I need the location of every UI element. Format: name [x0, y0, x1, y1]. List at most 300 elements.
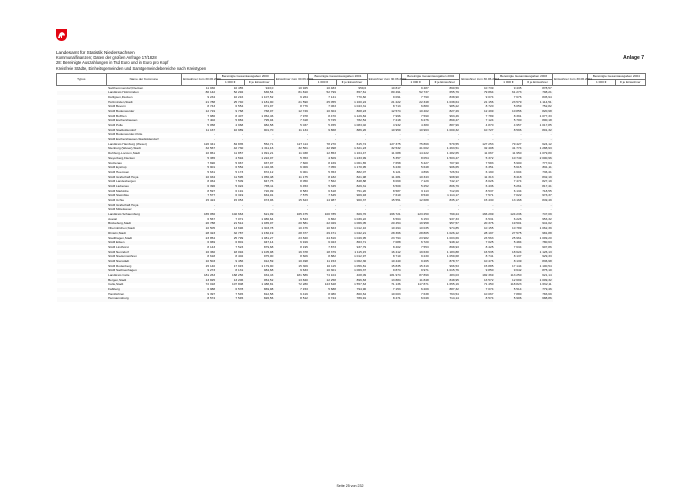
cell-value: 907,86: [542, 244, 552, 249]
cell-value: 794,90: [337, 288, 367, 293]
cell-value: 890,59: [449, 85, 459, 90]
cell-value: 28 323: [182, 231, 217, 236]
cell-value: 8 402: [392, 244, 401, 249]
cell-value: 1 081,27: [261, 235, 274, 240]
cell-value: 9 971: [402, 269, 430, 274]
cell-value: 5 353: [328, 169, 336, 174]
cell-value: 6 567: [207, 216, 216, 221]
col-header-tsd-euro: 1 000 €: [494, 80, 522, 86]
cell-value: 826,56: [244, 297, 274, 302]
cell-value: 1 233,99: [337, 156, 367, 161]
cell-value: 10 476: [460, 259, 495, 264]
cell-value: 6 988: [182, 288, 217, 293]
cell-value: 4 604: [513, 169, 522, 174]
cell-value: 11 167: [182, 128, 217, 133]
col-header-tsd-euro: 1 000 €: [216, 80, 244, 86]
cell-value: 8 606: [300, 254, 308, 259]
cell-value: 5 058: [207, 123, 216, 128]
cell-value: 1 083,02: [354, 123, 367, 128]
cell-value: 657,61: [337, 91, 367, 96]
cell-value: 6 564: [392, 216, 401, 221]
cell-value: 11 595: [216, 175, 244, 180]
cell-municipality: SGM Bevern: [108, 104, 126, 109]
cell-value: 1 009,32: [522, 278, 552, 283]
cell-value: 908,90: [430, 175, 460, 180]
cell-value: 72 018: [205, 282, 216, 287]
cell-value: 720,09: [263, 188, 274, 193]
cell-value: 887,99: [449, 123, 459, 128]
col-header-ausgaben: Bereinigte Gesamtausgaben 2001: [309, 74, 367, 80]
cell-value: 7 218: [367, 119, 402, 124]
cell-value: 7 022: [494, 194, 522, 199]
cell-value: 1 056,48: [244, 175, 274, 180]
cell-value: 785,11: [244, 184, 274, 189]
cell-value: 7 638: [420, 291, 429, 296]
cell-value: 1 126,13: [522, 250, 552, 255]
cell-value: 15 430: [483, 198, 494, 203]
cell-value: 1 263,51: [430, 147, 460, 152]
cell-value: 13 572: [460, 278, 495, 283]
cell-value: 827,29: [430, 109, 460, 114]
cell-value: 963,46: [449, 113, 459, 118]
niedersachsen-logo-icon: [56, 29, 67, 41]
cell-value: 10 155: [483, 226, 494, 231]
cell-value: 1 042,21: [337, 231, 367, 236]
cell-value: 13 840: [274, 278, 309, 283]
cell-value: 10 505: [205, 226, 216, 231]
cell-value: 10 067: [483, 291, 494, 296]
cell-value: 1 043,31: [354, 104, 367, 109]
header-line-1: Kommunalfinanzen; Daten der großen Anfrage 17/1828: [56, 55, 157, 61]
cell-value: 1 099,20: [539, 235, 552, 240]
cell-value: 5 252: [402, 184, 430, 189]
cell-value: 1 662,11: [539, 282, 552, 287]
cell-value: 5 901: [182, 166, 217, 171]
cell-value: 11 857: [233, 151, 244, 156]
col-header-ausgaben: Bereinigte Gesamtausgaben 2003: [494, 74, 552, 80]
cell-value: 23 840: [298, 235, 308, 240]
cell-value: 688,86: [522, 297, 552, 302]
cell-value: 8 776: [300, 104, 308, 109]
col-header-ausgaben: Bereinigte Gesamtausgaben 2004: [587, 74, 645, 80]
cell-municipality: SGM Niedernwöhren: [108, 254, 137, 259]
cell-municipality: Obernkirchen,Stadt: [108, 226, 135, 231]
cell-value: 8 402: [235, 254, 244, 259]
cell-value: 1 015,76: [430, 269, 460, 274]
cell-value: 9 435: [513, 85, 522, 90]
page-number: Seite 25 von 232: [336, 484, 364, 488]
cell-value: 801,32: [522, 128, 552, 133]
col-header-name: Name der Kommune: [106, 74, 182, 86]
cell-value: 5 700: [494, 119, 522, 124]
cell-value: 7 645: [309, 194, 337, 199]
cell-value: 16 412: [367, 250, 402, 255]
cell-municipality: SGM Eystrup: [106, 166, 182, 171]
cell-value: -: [242, 207, 244, 212]
cell-value: 7 545: [235, 291, 244, 296]
cell-value: 15 424: [205, 198, 216, 203]
cell-value: 4 870: [485, 123, 494, 128]
cell-value: 7 474: [513, 179, 522, 184]
cell-value: 8 182: [309, 175, 337, 180]
cell-value: -: [365, 132, 367, 137]
cell-value: 6 618: [328, 188, 336, 193]
cell-value: 5 631: [207, 169, 216, 174]
cell-value: 12 699: [494, 278, 522, 283]
cell-value: 10 003: [391, 291, 401, 296]
cell-value: 8 064: [207, 179, 216, 184]
cell-value: 4 932: [392, 123, 401, 128]
cell-value: 869,98: [244, 288, 274, 293]
cell-value: -: [522, 138, 552, 143]
col-header-euro-je-ew: € je Einwohner: [337, 80, 367, 86]
cell-value: 1 035,07: [244, 222, 274, 227]
cell-value: 12 258: [309, 278, 337, 283]
cell-value: 718,55: [542, 188, 552, 193]
cell-value: 579,55: [449, 141, 459, 146]
cell-value: 891,11: [522, 166, 552, 171]
cell-value: -: [216, 203, 244, 208]
cell-value: 6 351: [460, 166, 495, 171]
cell-value: 7 523: [235, 244, 244, 249]
cell-value: 812,58: [263, 291, 274, 296]
cell-value: 11 088: [391, 151, 401, 156]
cell-municipality: Salzhemmendorf,Flecken: [108, 85, 144, 90]
cell-value: 8 720: [485, 104, 494, 109]
cell-value: 25 799: [233, 235, 244, 240]
cell-value: 10 455: [233, 85, 244, 90]
document-header: [56, 50, 206, 71]
cell-value: 32 532: [367, 147, 402, 152]
cell-value: 107 808: [231, 282, 244, 287]
cell-value: 1 038,64: [430, 100, 460, 105]
cell-value: 1 061,65: [354, 160, 367, 165]
cell-value: 7 402: [182, 119, 217, 124]
cell-value: 827,19: [542, 179, 552, 184]
col-header-euro-je-ew: € je Einwohner: [244, 80, 274, 86]
cell-value: 878,77: [430, 259, 460, 264]
cell-value: 124 236: [494, 213, 522, 218]
cell-value: 10 216: [233, 94, 244, 99]
cell-value: 8 080: [328, 291, 336, 296]
cell-value: 1 049,95: [354, 235, 367, 240]
cell-value: 974,85: [449, 226, 459, 231]
cell-value: -: [334, 207, 336, 212]
cell-municipality: SGM Eilsen: [106, 241, 182, 246]
cell-value: 25 961: [512, 235, 522, 240]
cell-value: 6 453: [274, 184, 309, 189]
cell-value: 13 168: [512, 198, 522, 203]
cell-value: 7 577: [182, 194, 217, 199]
cell-value: -: [492, 132, 494, 137]
cell-value: 7 676: [513, 94, 522, 99]
cell-value: 982,58: [263, 123, 274, 128]
cell-value: 9 419: [300, 291, 308, 296]
cell-value: 15 835: [391, 263, 401, 268]
cell-value: 7 063: [328, 104, 336, 109]
cell-value: 887,32: [430, 288, 460, 293]
col-header-ausgaben: Bereinigte Gesamtausgaben 2002: [402, 74, 460, 80]
cell-municipality: SGM Uchte: [108, 198, 125, 203]
cell-value: 6 023: [309, 241, 337, 246]
cell-value: 1 039,22: [354, 216, 367, 221]
cell-value: 5 059: [513, 104, 522, 109]
cell-value: 1 017,85: [539, 123, 552, 128]
cell-value: 25 055: [309, 100, 337, 105]
cell-value: -: [274, 203, 309, 208]
cell-value: 829,31: [337, 184, 367, 189]
cell-value: 19 958: [402, 222, 430, 227]
cell-value: 80 142: [182, 91, 217, 96]
cell-value: 1 183,88: [430, 250, 460, 255]
cell-value: 10 959: [367, 128, 402, 133]
cell-value: 1 012,97: [354, 254, 367, 259]
cell-value: 800,18: [522, 119, 552, 124]
cell-municipality: SGM Bodenwerder-Polle: [108, 132, 143, 137]
cell-value: 6 009: [274, 166, 309, 171]
cell-value: 9 230: [420, 254, 429, 259]
cell-value: 14 222: [419, 151, 429, 156]
cell-value: 1 321,23: [337, 147, 367, 152]
cell-value: 7 153: [274, 288, 309, 293]
cell-value: 16 115: [326, 263, 336, 268]
cell-value: 10 749: [494, 156, 522, 161]
cell-value: -: [182, 203, 217, 208]
cell-value: 5 357: [367, 156, 402, 161]
cell-value: 906,65: [430, 166, 460, 171]
cell-value: 1 311,16: [244, 147, 274, 152]
cell-value: 655,79: [430, 91, 460, 96]
cell-value: 6 880: [420, 104, 429, 109]
cell-value: 8 537: [485, 188, 494, 193]
cell-value: 9 642: [494, 269, 522, 274]
cell-value: 15 309: [298, 263, 308, 268]
cell-value: 714,14: [430, 297, 460, 302]
cell-value: 1 062,39: [539, 226, 552, 231]
cell-value: 22 348: [402, 100, 430, 105]
cell-value: 984,68: [244, 269, 274, 274]
cell-value: -: [430, 138, 460, 143]
cell-value: 16 535: [460, 250, 495, 255]
cell-municipality: Celle,Stadt: [108, 282, 124, 287]
cell-value: 118 823: [510, 282, 522, 287]
cell-value: -: [244, 203, 274, 208]
cell-value: 6 509: [367, 184, 402, 189]
cell-value: 808,23: [337, 109, 367, 114]
cell-value: 636,54: [244, 91, 274, 96]
cell-value: 712,09: [449, 188, 459, 193]
cell-value: 7 658: [392, 160, 401, 165]
cell-value: 789,91: [337, 297, 367, 302]
cell-value: 6 230: [367, 166, 402, 171]
cell-value: 8 407: [235, 113, 244, 118]
cell-value: 126 341: [203, 141, 216, 146]
cell-value: 9 850: [460, 269, 495, 274]
cell-value: -: [399, 132, 401, 137]
cell-value: 5 365: [182, 156, 217, 161]
cell-value: 9 265: [402, 259, 430, 264]
cell-municipality: Bergen,Stadt: [106, 278, 182, 283]
cell-value: 12 719: [182, 109, 217, 114]
cell-value: 707,90: [449, 160, 459, 165]
cell-value: 168 256: [231, 273, 244, 278]
cell-value: 6 543: [300, 216, 308, 221]
cell-value: 117 871: [417, 282, 429, 287]
cell-value: 5 427: [420, 160, 429, 165]
cell-value: 12 688: [419, 198, 429, 203]
cell-value: 8 050: [300, 179, 308, 184]
cell-value: 1 222,07: [244, 156, 274, 161]
cell-value: 8 143: [207, 244, 216, 249]
cell-value: 408,09: [356, 273, 367, 278]
cell-value: 7 056: [309, 166, 337, 171]
cell-value: 10 343: [402, 175, 430, 180]
cell-value: 181 586: [296, 273, 308, 278]
cell-value: 42 730: [216, 147, 244, 152]
cell-value: -: [309, 138, 337, 143]
cell-value: -: [367, 138, 402, 143]
cell-municipality: Landkreis Holzminden: [106, 91, 182, 96]
cell-value: 12 853: [326, 151, 336, 156]
cell-value: 13 825: [182, 278, 217, 283]
cell-value: 898,93: [449, 244, 459, 249]
cell-value: -: [402, 138, 430, 143]
cell-value: 8 597: [207, 188, 216, 193]
cell-value: 7 634: [513, 244, 522, 249]
cell-value: 954,52: [244, 278, 274, 283]
cell-value: 2 000,96: [522, 156, 552, 161]
cell-value: 10 663: [326, 226, 336, 231]
cell-value: 1 086,64: [261, 216, 274, 221]
cell-value: -: [337, 203, 367, 208]
cell-value: 9 074: [485, 94, 494, 99]
cell-value: 7 986: [207, 113, 216, 118]
cell-value: 817,41: [522, 184, 552, 189]
cell-value: 869,47: [430, 119, 460, 124]
cell-value: 15 885: [483, 263, 494, 268]
cell-value: 7 789: [485, 113, 494, 118]
cell-value: 10 727: [460, 128, 495, 133]
cell-value: 6 191: [235, 188, 244, 193]
cell-value: 847,75: [263, 179, 274, 184]
cell-value: 127 114: [296, 141, 308, 146]
cell-type: [57, 297, 107, 302]
cell-municipality: Landkreis Hamburg (Weser): [108, 141, 147, 146]
annex-label: Anlage 7: [623, 55, 644, 61]
cell-value: 10 498: [274, 259, 309, 264]
cell-value: 10 476: [298, 226, 308, 231]
cell-value: 27 575: [494, 231, 522, 236]
cell-value: 8 418: [494, 175, 522, 180]
cell-value: -: [309, 203, 337, 208]
cell-value: 875,10: [522, 269, 552, 274]
cell-value: 6 552: [216, 166, 244, 171]
cell-value: 8 741: [485, 254, 494, 259]
cell-value: 8 743: [207, 104, 216, 109]
cell-value: 24 816: [326, 235, 336, 240]
cell-value: 5 615: [494, 166, 522, 171]
cell-value: -: [334, 132, 336, 137]
cell-value: 1 077,33: [539, 113, 552, 118]
cell-value: 795,04: [244, 119, 274, 124]
cell-value: 7 074: [460, 288, 495, 293]
cell-value: 5 372: [460, 156, 495, 161]
cell-value: 10 402: [402, 109, 430, 114]
cell-value: 11 848: [402, 278, 430, 283]
cell-value: 21 222: [367, 100, 402, 105]
cell-value: 78 270: [326, 141, 336, 146]
cell-value: 1 114,51: [522, 100, 552, 105]
cell-value: 5 261: [494, 184, 522, 189]
cell-value: -: [214, 132, 216, 137]
cell-value: 6 969: [182, 241, 217, 246]
cell-value: 6 226: [513, 216, 522, 221]
cell-value: 886,26: [337, 128, 367, 133]
cell-value: 6 134: [513, 188, 522, 193]
cell-value: 1 170,95: [337, 166, 367, 171]
cell-value: 80 491: [367, 91, 402, 96]
cell-value: 5 345: [309, 184, 337, 189]
cell-value: 29 471: [309, 231, 337, 236]
cell-value: 4 896: [420, 169, 429, 174]
cell-value: 7 978: [300, 113, 308, 118]
cell-value: 957,57: [430, 222, 460, 227]
cell-value: 166 299: [460, 213, 495, 218]
cell-municipality: SGM Eschershausen: [106, 119, 182, 124]
cell-value: 9 868: [309, 128, 337, 133]
cell-value: -: [216, 138, 244, 143]
cell-value: 8 618: [207, 254, 216, 259]
cell-value: 21 788: [182, 100, 217, 105]
cell-value: 8 195: [300, 244, 308, 249]
cell-value: 71 450: [483, 282, 494, 287]
cell-value: 17 915: [233, 263, 244, 268]
cell-municipality: Hermannsburg: [106, 297, 182, 302]
cell-value: 10 294: [391, 226, 401, 231]
cell-value: 5 725: [309, 119, 337, 124]
col-header-ausgaben: Bereinigte Gesamtausgaben 2000: [216, 74, 274, 80]
cell-value: 21 156: [460, 100, 495, 105]
cell-value: 1 056,81: [354, 263, 367, 268]
cell-value: 71 136: [391, 282, 401, 287]
cell-municipality: SGM Grafschaft Hoya: [106, 175, 182, 180]
cell-value: 1 303,78: [261, 226, 274, 231]
cell-value: 52 737: [402, 91, 430, 96]
cell-value: 5 022: [216, 184, 244, 189]
cell-value: 28 197: [460, 231, 495, 236]
cell-value: 6 209: [402, 288, 430, 293]
cell-value: 1 100,54: [539, 263, 552, 268]
cell-municipality: Faßberg: [106, 288, 182, 293]
cell-value: 621,99: [244, 213, 274, 218]
cell-municipality: SGM Steimbke: [106, 194, 182, 199]
cell-value: 11 281: [367, 175, 402, 180]
cell-value: 8 425: [485, 244, 494, 249]
cell-value: 13 884: [367, 278, 402, 283]
cell-value: 7 141: [328, 94, 336, 99]
cell-value: 8 574: [182, 297, 217, 302]
cell-value: 9 487: [420, 85, 429, 90]
cell-value: 11 950: [512, 151, 522, 156]
cell-value: 901,70: [244, 128, 274, 133]
cell-value: 1 557,63: [354, 282, 367, 287]
cell-value: 11 067: [484, 151, 494, 156]
cell-value: 4 380: [420, 123, 429, 128]
cell-value: 6 319: [216, 194, 244, 199]
cell-municipality: SGM Mittelweser: [108, 207, 132, 212]
cell-value: 872,12: [263, 169, 274, 174]
cell-value: 23 854: [205, 235, 216, 240]
